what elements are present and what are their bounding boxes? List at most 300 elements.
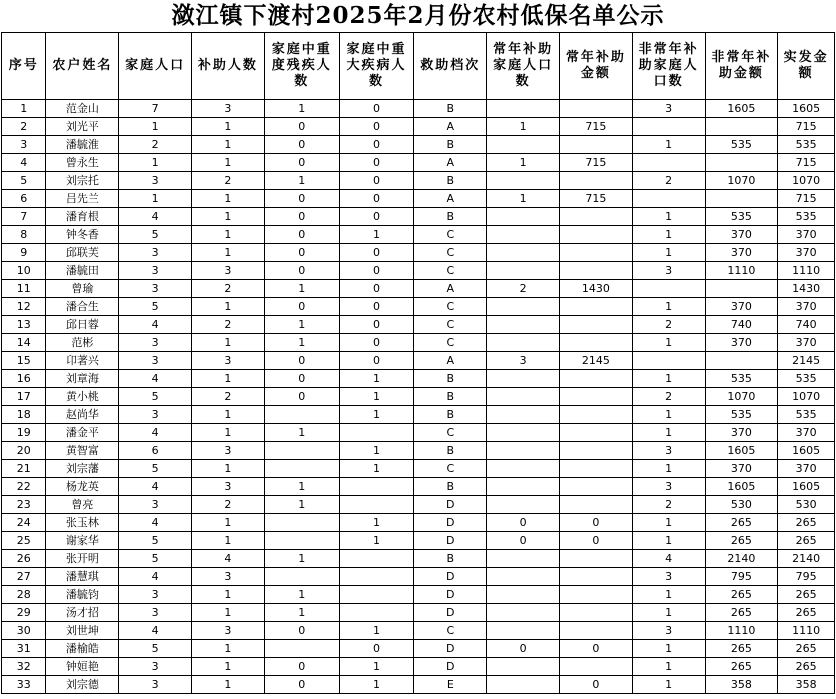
cell-regular-amount xyxy=(559,226,632,244)
column-header-illness-count: 家庭中重大疾病人数 xyxy=(339,33,414,100)
cell-household-size: 4 xyxy=(119,622,192,640)
table-row xyxy=(2,226,835,244)
table-row xyxy=(2,154,835,172)
cell-illness-count xyxy=(339,586,414,604)
cell-aided-count: 1 xyxy=(192,334,265,352)
cell-irregular-amount: 1110 xyxy=(705,622,778,640)
cell-regular-amount xyxy=(559,406,632,424)
cell-irregular-count xyxy=(632,154,705,172)
cell-irregular-count: 1 xyxy=(632,136,705,154)
table-row xyxy=(2,640,835,658)
cell-irregular-amount xyxy=(705,280,778,298)
cell-household-size: 3 xyxy=(119,604,192,622)
cell-regular-amount xyxy=(559,136,632,154)
cell-disabled-count: 0 xyxy=(264,226,339,244)
cell-illness-count: 0 xyxy=(339,190,414,208)
cell-regular-count xyxy=(487,316,560,334)
cell-illness-count xyxy=(339,568,414,586)
cell-household-size: 5 xyxy=(119,226,192,244)
cell-regular-amount: 2145 xyxy=(559,352,632,370)
cell-regular-amount xyxy=(559,298,632,316)
cell-illness-count: 0 xyxy=(339,280,414,298)
cell-household-size: 3 xyxy=(119,676,192,694)
cell-irregular-amount: 1605 xyxy=(705,442,778,460)
cell-irregular-count: 1 xyxy=(632,640,705,658)
cell-regular-count xyxy=(487,406,560,424)
cell-index: 5 xyxy=(2,172,46,190)
column-header-index: 序号 xyxy=(2,33,46,100)
cell-name: 刘世坤 xyxy=(46,622,119,640)
cell-index: 26 xyxy=(2,550,46,568)
cell-paid-amount: 370 xyxy=(778,334,835,352)
cell-irregular-count: 1 xyxy=(632,298,705,316)
cell-illness-count: 1 xyxy=(339,370,414,388)
cell-irregular-amount: 370 xyxy=(705,424,778,442)
cell-regular-amount xyxy=(559,604,632,622)
cell-illness-count xyxy=(339,424,414,442)
cell-regular-count xyxy=(487,568,560,586)
column-header-disabled-count: 家庭中重度残疾人数 xyxy=(264,33,339,100)
cell-irregular-amount: 1070 xyxy=(705,172,778,190)
cell-regular-count: 0 xyxy=(487,640,560,658)
cell-irregular-amount: 535 xyxy=(705,136,778,154)
cell-regular-amount xyxy=(559,622,632,640)
cell-illness-count: 0 xyxy=(339,640,414,658)
cell-irregular-amount: 535 xyxy=(705,406,778,424)
cell-aid-level: D xyxy=(414,532,487,550)
cell-aid-level: C xyxy=(414,424,487,442)
cell-regular-count xyxy=(487,208,560,226)
table-row xyxy=(2,118,835,136)
cell-irregular-amount: 795 xyxy=(705,568,778,586)
column-header-regular-count: 常年补助家庭人口数 xyxy=(487,33,560,100)
cell-disabled-count: 0 xyxy=(264,118,339,136)
cell-name: 赵尚华 xyxy=(46,406,119,424)
cell-aided-count: 1 xyxy=(192,586,265,604)
cell-aided-count: 3 xyxy=(192,352,265,370)
cell-aid-level: D xyxy=(414,514,487,532)
cell-illness-count xyxy=(339,604,414,622)
cell-household-size: 4 xyxy=(119,316,192,334)
cell-aided-count: 4 xyxy=(192,550,265,568)
cell-illness-count: 0 xyxy=(339,298,414,316)
cell-index: 32 xyxy=(2,658,46,676)
cell-index: 33 xyxy=(2,676,46,694)
cell-household-size: 1 xyxy=(119,154,192,172)
cell-index: 24 xyxy=(2,514,46,532)
cell-regular-amount xyxy=(559,496,632,514)
cell-paid-amount: 2140 xyxy=(778,550,835,568)
cell-irregular-count: 2 xyxy=(632,316,705,334)
cell-paid-amount: 2145 xyxy=(778,352,835,370)
cell-irregular-amount: 1605 xyxy=(705,478,778,496)
cell-household-size: 5 xyxy=(119,460,192,478)
cell-regular-amount xyxy=(559,478,632,496)
cell-irregular-amount: 265 xyxy=(705,604,778,622)
cell-regular-amount xyxy=(559,442,632,460)
cell-paid-amount: 1605 xyxy=(778,478,835,496)
cell-regular-count xyxy=(487,334,560,352)
cell-aided-count: 1 xyxy=(192,658,265,676)
cell-household-size: 5 xyxy=(119,388,192,406)
cell-name: 张开明 xyxy=(46,550,119,568)
cell-aid-level: B xyxy=(414,442,487,460)
cell-regular-count xyxy=(487,298,560,316)
cell-irregular-count: 1 xyxy=(632,370,705,388)
cell-aid-level: D xyxy=(414,604,487,622)
cell-regular-amount xyxy=(559,388,632,406)
cell-illness-count: 0 xyxy=(339,118,414,136)
cell-household-size: 2 xyxy=(119,136,192,154)
cell-household-size: 3 xyxy=(119,658,192,676)
cell-disabled-count: 1 xyxy=(264,478,339,496)
cell-name: 刘宗托 xyxy=(46,172,119,190)
cell-aided-count: 3 xyxy=(192,100,265,118)
cell-household-size: 4 xyxy=(119,514,192,532)
cell-index: 10 xyxy=(2,262,46,280)
cell-regular-amount xyxy=(559,370,632,388)
cell-irregular-count: 2 xyxy=(632,172,705,190)
cell-illness-count: 0 xyxy=(339,154,414,172)
cell-household-size: 3 xyxy=(119,586,192,604)
cell-regular-count xyxy=(487,658,560,676)
cell-irregular-count: 1 xyxy=(632,586,705,604)
cell-paid-amount: 1605 xyxy=(778,100,835,118)
cell-paid-amount: 715 xyxy=(778,190,835,208)
cell-aid-level: B xyxy=(414,208,487,226)
cell-irregular-count: 1 xyxy=(632,604,705,622)
cell-name: 潘育根 xyxy=(46,208,119,226)
cell-aid-level: B xyxy=(414,100,487,118)
cell-household-size: 4 xyxy=(119,370,192,388)
cell-disabled-count xyxy=(264,640,339,658)
cell-disabled-count: 1 xyxy=(264,100,339,118)
cell-aid-level: B xyxy=(414,388,487,406)
cell-regular-count xyxy=(487,586,560,604)
cell-paid-amount: 795 xyxy=(778,568,835,586)
cell-irregular-count: 3 xyxy=(632,622,705,640)
cell-index: 2 xyxy=(2,118,46,136)
cell-irregular-count: 1 xyxy=(632,676,705,694)
cell-index: 31 xyxy=(2,640,46,658)
cell-illness-count: 1 xyxy=(339,514,414,532)
cell-disabled-count xyxy=(264,406,339,424)
cell-regular-count: 1 xyxy=(487,190,560,208)
cell-regular-count xyxy=(487,460,560,478)
cell-disabled-count: 1 xyxy=(264,550,339,568)
table-row xyxy=(2,550,835,568)
cell-household-size: 3 xyxy=(119,244,192,262)
cell-household-size: 3 xyxy=(119,262,192,280)
cell-aided-count: 1 xyxy=(192,298,265,316)
cell-aided-count: 1 xyxy=(192,424,265,442)
cell-paid-amount: 740 xyxy=(778,316,835,334)
cell-irregular-count: 2 xyxy=(632,388,705,406)
cell-illness-count: 0 xyxy=(339,172,414,190)
cell-disabled-count: 1 xyxy=(264,280,339,298)
cell-regular-count xyxy=(487,100,560,118)
table-row xyxy=(2,352,835,370)
cell-paid-amount: 535 xyxy=(778,406,835,424)
cell-irregular-count: 1 xyxy=(632,658,705,676)
cell-irregular-amount: 265 xyxy=(705,514,778,532)
cell-aid-level: B xyxy=(414,370,487,388)
cell-regular-amount: 0 xyxy=(559,640,632,658)
table-row xyxy=(2,622,835,640)
cell-regular-count: 0 xyxy=(487,532,560,550)
cell-aided-count: 1 xyxy=(192,640,265,658)
cell-paid-amount: 715 xyxy=(778,154,835,172)
cell-illness-count: 1 xyxy=(339,658,414,676)
cell-name: 张玉林 xyxy=(46,514,119,532)
table-body xyxy=(2,100,835,694)
cell-irregular-count: 1 xyxy=(632,532,705,550)
cell-regular-count: 1 xyxy=(487,154,560,172)
cell-illness-count: 1 xyxy=(339,622,414,640)
cell-aid-level: D xyxy=(414,658,487,676)
cell-household-size: 4 xyxy=(119,478,192,496)
cell-aid-level: C xyxy=(414,460,487,478)
cell-aid-level: C xyxy=(414,622,487,640)
cell-disabled-count xyxy=(264,442,339,460)
cell-aided-count: 1 xyxy=(192,406,265,424)
cell-regular-count xyxy=(487,478,560,496)
cell-irregular-amount: 2140 xyxy=(705,550,778,568)
cell-disabled-count xyxy=(264,568,339,586)
cell-disabled-count: 1 xyxy=(264,496,339,514)
column-header-name: 农户姓名 xyxy=(46,33,119,100)
cell-irregular-amount: 265 xyxy=(705,532,778,550)
cell-household-size: 3 xyxy=(119,352,192,370)
cell-irregular-amount: 740 xyxy=(705,316,778,334)
cell-regular-amount: 1430 xyxy=(559,280,632,298)
cell-disabled-count: 0 xyxy=(264,262,339,280)
cell-disabled-count xyxy=(264,532,339,550)
cell-aid-level: C xyxy=(414,226,487,244)
cell-irregular-count xyxy=(632,118,705,136)
cell-paid-amount: 1605 xyxy=(778,442,835,460)
cell-aid-level: A xyxy=(414,154,487,172)
cell-name: 潘毓钧 xyxy=(46,586,119,604)
cell-regular-count xyxy=(487,550,560,568)
cell-illness-count: 1 xyxy=(339,442,414,460)
cell-regular-count: 2 xyxy=(487,280,560,298)
cell-index: 16 xyxy=(2,370,46,388)
cell-name: 潘金平 xyxy=(46,424,119,442)
cell-index: 11 xyxy=(2,280,46,298)
cell-irregular-count: 1 xyxy=(632,424,705,442)
cell-irregular-amount: 535 xyxy=(705,208,778,226)
cell-name: 潘毓田 xyxy=(46,262,119,280)
cell-name: 吕先兰 xyxy=(46,190,119,208)
cell-name: 刘光平 xyxy=(46,118,119,136)
cell-paid-amount: 265 xyxy=(778,640,835,658)
cell-irregular-amount: 370 xyxy=(705,334,778,352)
cell-name: 曾亮 xyxy=(46,496,119,514)
cell-regular-amount: 0 xyxy=(559,532,632,550)
cell-household-size: 5 xyxy=(119,298,192,316)
cell-illness-count: 1 xyxy=(339,676,414,694)
cell-illness-count: 1 xyxy=(339,226,414,244)
cell-name: 范金山 xyxy=(46,100,119,118)
cell-aided-count: 3 xyxy=(192,622,265,640)
cell-disabled-count: 0 xyxy=(264,676,339,694)
cell-index: 20 xyxy=(2,442,46,460)
cell-paid-amount: 1110 xyxy=(778,622,835,640)
cell-irregular-count: 3 xyxy=(632,568,705,586)
cell-regular-amount: 715 xyxy=(559,154,632,172)
table-row xyxy=(2,514,835,532)
cell-irregular-count xyxy=(632,352,705,370)
cell-illness-count: 0 xyxy=(339,244,414,262)
cell-regular-amount xyxy=(559,316,632,334)
cell-household-size: 4 xyxy=(119,424,192,442)
table-row xyxy=(2,370,835,388)
cell-regular-amount xyxy=(559,460,632,478)
cell-index: 22 xyxy=(2,478,46,496)
table-row xyxy=(2,388,835,406)
cell-illness-count xyxy=(339,496,414,514)
cell-paid-amount: 265 xyxy=(778,658,835,676)
cell-paid-amount: 370 xyxy=(778,298,835,316)
cell-disabled-count xyxy=(264,460,339,478)
table-row xyxy=(2,496,835,514)
cell-irregular-amount: 265 xyxy=(705,658,778,676)
cell-regular-count xyxy=(487,172,560,190)
cell-regular-amount: 0 xyxy=(559,676,632,694)
cell-aid-level: A xyxy=(414,190,487,208)
cell-aided-count: 2 xyxy=(192,496,265,514)
cell-aid-level: A xyxy=(414,352,487,370)
cell-aided-count: 1 xyxy=(192,208,265,226)
cell-irregular-count: 1 xyxy=(632,334,705,352)
table-row xyxy=(2,568,835,586)
column-header-aid-level: 救助档次 xyxy=(414,33,487,100)
cell-aid-level: A xyxy=(414,280,487,298)
cell-illness-count: 0 xyxy=(339,100,414,118)
cell-irregular-amount: 1110 xyxy=(705,262,778,280)
cell-regular-amount: 715 xyxy=(559,118,632,136)
cell-name: 范彬 xyxy=(46,334,119,352)
cell-irregular-count: 1 xyxy=(632,244,705,262)
cell-name: 潘毓淮 xyxy=(46,136,119,154)
cell-paid-amount: 1430 xyxy=(778,280,835,298)
cell-irregular-amount: 370 xyxy=(705,298,778,316)
cell-paid-amount: 370 xyxy=(778,424,835,442)
cell-paid-amount: 265 xyxy=(778,586,835,604)
cell-aid-level: C xyxy=(414,298,487,316)
cell-index: 29 xyxy=(2,604,46,622)
cell-aided-count: 2 xyxy=(192,280,265,298)
cell-index: 8 xyxy=(2,226,46,244)
cell-irregular-count: 4 xyxy=(632,550,705,568)
cell-irregular-amount: 1605 xyxy=(705,100,778,118)
table-row xyxy=(2,424,835,442)
cell-aided-count: 3 xyxy=(192,478,265,496)
cell-aid-level: B xyxy=(414,172,487,190)
cell-irregular-count: 3 xyxy=(632,478,705,496)
cell-regular-count xyxy=(487,442,560,460)
cell-disabled-count: 0 xyxy=(264,154,339,172)
cell-irregular-amount: 370 xyxy=(705,244,778,262)
table-row xyxy=(2,136,835,154)
cell-regular-count xyxy=(487,622,560,640)
cell-illness-count: 1 xyxy=(339,406,414,424)
cell-aid-level: D xyxy=(414,496,487,514)
cell-illness-count: 1 xyxy=(339,532,414,550)
cell-disabled-count: 1 xyxy=(264,424,339,442)
cell-name: 谢家华 xyxy=(46,532,119,550)
cell-aided-count: 3 xyxy=(192,568,265,586)
cell-paid-amount: 370 xyxy=(778,460,835,478)
cell-name: 卬著兴 xyxy=(46,352,119,370)
cell-regular-amount xyxy=(559,568,632,586)
cell-index: 17 xyxy=(2,388,46,406)
cell-aid-level: A xyxy=(414,118,487,136)
cell-regular-count: 0 xyxy=(487,514,560,532)
table-row xyxy=(2,244,835,262)
cell-paid-amount: 358 xyxy=(778,676,835,694)
cell-index: 19 xyxy=(2,424,46,442)
cell-household-size: 3 xyxy=(119,172,192,190)
table-row xyxy=(2,280,835,298)
column-header-irregular-count: 非常年补助家庭人口数 xyxy=(632,33,705,100)
cell-disabled-count: 1 xyxy=(264,172,339,190)
cell-illness-count: 0 xyxy=(339,262,414,280)
cell-name: 刘宗藩 xyxy=(46,460,119,478)
cell-aided-count: 3 xyxy=(192,262,265,280)
table-row xyxy=(2,658,835,676)
cell-aided-count: 1 xyxy=(192,532,265,550)
cell-disabled-count: 1 xyxy=(264,334,339,352)
table-row xyxy=(2,208,835,226)
cell-household-size: 3 xyxy=(119,496,192,514)
cell-index: 13 xyxy=(2,316,46,334)
cell-index: 23 xyxy=(2,496,46,514)
cell-index: 3 xyxy=(2,136,46,154)
cell-illness-count xyxy=(339,550,414,568)
cell-irregular-amount xyxy=(705,352,778,370)
cell-irregular-count: 3 xyxy=(632,262,705,280)
cell-household-size: 4 xyxy=(119,208,192,226)
cell-paid-amount: 265 xyxy=(778,604,835,622)
cell-irregular-amount: 535 xyxy=(705,370,778,388)
cell-aid-level: D xyxy=(414,568,487,586)
cell-household-size: 5 xyxy=(119,640,192,658)
cell-household-size: 3 xyxy=(119,280,192,298)
cell-index: 6 xyxy=(2,190,46,208)
column-header-regular-amount: 常年补助金额 xyxy=(559,33,632,100)
cell-regular-amount: 0 xyxy=(559,514,632,532)
cell-illness-count: 0 xyxy=(339,316,414,334)
cell-irregular-count: 1 xyxy=(632,460,705,478)
cell-index: 27 xyxy=(2,568,46,586)
cell-paid-amount: 1110 xyxy=(778,262,835,280)
cell-disabled-count: 0 xyxy=(264,352,339,370)
cell-disabled-count: 0 xyxy=(264,136,339,154)
cell-disabled-count: 0 xyxy=(264,388,339,406)
cell-aid-level: D xyxy=(414,640,487,658)
cell-irregular-amount xyxy=(705,190,778,208)
cell-aid-level: C xyxy=(414,316,487,334)
cell-disabled-count: 1 xyxy=(264,586,339,604)
column-header-paid-amount: 实发金额 xyxy=(778,33,835,100)
cell-household-size: 1 xyxy=(119,118,192,136)
cell-illness-count: 1 xyxy=(339,388,414,406)
cell-index: 15 xyxy=(2,352,46,370)
table-row xyxy=(2,460,835,478)
cell-disabled-count: 0 xyxy=(264,622,339,640)
